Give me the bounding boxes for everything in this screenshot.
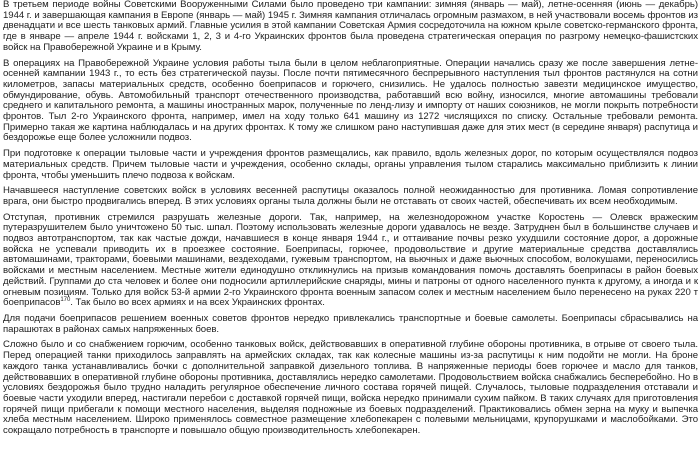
- paragraph-4-text: Начавшееся наступление советских войск в условиях весенней распутицы оказалось полной неожиданностью для противника. Ломая сопротивление врага, они быстро продвигались вперед. В этих условиях органы тыла должны были не отставать от своих частей, обеспечивать их всем необходимым.: [3, 185, 698, 207]
- paragraph-1-text: В третьем периоде войны Советскими Вооруженными Силами было проведено три кампании: зимняя (январь — май), летне-осенняя (июнь — декабрь) 1944 г. и завершающая кампания в Европе (январь — май) 1945 г. Зимняя кампания отличалась огромным размахом, в ней участвовали восемь фронтов из двенадцати и все шесть танковых армий. Главные усилия в этой кампании Советская Армия сосредоточила на южном крыле советско-германского фронта, где в январе — апреле 1944 г. войсками 1, 2, 3 и 4-го Украинских фронтов была проведена стратегическая операция по разгрому немецко-фашистских войск на Правобережной Украине и в Крыму.: [3, 0, 698, 53]
- paragraph-6-text: Для подачи боеприпасов решением военных советов фронтов нередко привлекались транспортные и боевые самолеты. Боеприпасы сбрасывались на парашютах в районах самых напряженных боев.: [3, 312, 698, 335]
- paragraph-5-tail: . Так было во всех армиях и на всех Украинских фронтах.: [70, 297, 325, 309]
- paragraph-2-text: В операциях на Правобережной Украине условия работы тыла были в целом неблагоприятные. Операции начались сразу же после завершения летне-осенней кампании 1943 г., то есть без стратегической паузы. После почти пятимесячного беспрерывного наступления тыл фронтов растянулся на сотни километров, запасы материальных средств, особенно боеприпасов и горючего, снизились. Не удалось полностью завезти медицинское имущество, обмундирование, обувь. Автомобильный транспорт отечественного производства, работавший всю войну, износился, многие автомашины требовали среднего и капитального ремонта, а машины иностранных марок, полученные по ленд-лизу и импорту от наших союзников, не могли покрыть потребности фронтов. Тыл 2-го Украинского фронта, например, имел на ходу только 641 машину из 1272 числящихся по списку. Остальные требовали ремонта. Примерно такая же картина наблюдалась и на других фронтах. К тому же слишком рано наступившая даже для этих мест (в середине января) распутица и бездорожье еще более усложнили подвоз.: [3, 57, 698, 144]
- paragraph-3-text: При подготовке к операции тыловые части и учреждения фронтов размещались, как правило, вдоль железных дорог, по которым осуществлялся подвоз материальных средств. Причем тыловые части и учреждения, особенно склады, органы управления тылом старались максимально приблизить к линии фронта, чтобы уменьшить плечо подвоза к войскам.: [3, 148, 698, 181]
- paragraph-4: [3, 186, 698, 207]
- paragraph-1: [3, 0, 698, 54]
- paragraph-5: [3, 213, 698, 309]
- footnote-ref-170[interactable]: 170: [60, 297, 71, 304]
- paragraph-7-text: Сложно было и со снабжением горючим, особенно танковых войск, действовавших в оперативной глубине обороны противника, в отрыве от своего тыла. Перед операцией танки приходилось заправлять на армейских складах, так как колесные машины из-за распутицы к ним подойти не могли. На броне каждого танка устанавливались бочки с дополнительной заправкой дизельного топлива. В напряженные периоды боев горючее и масло для танков, действовавших в оперативной глубине обороны противника, доставлялись нередко самолетами. Продовольствием войска снабжались бесперебойно. Но в условиях бездорожья было трудно наладить регулярное обеспечение личного состава горячей пищей. Случалось, тыловые подразделения отставали и боевые части уходили вперед, настигали перебои с доставкой горячей пищи, войска нередко принимали сухим пайком. В таких случаях для приготовления горячей пищи прибегали к помощи местного населения, выделяя подножные из боевых подразделений. Практиковались обмен зерна на муку и выпечка хлеба местным населением. Широко применялось совместное размещение хлебопекарен с полевыми мельницами, крупорушками и маслобойками. Это сокращало потребность в транспорте и повышало общую производительность хлебопекарен.: [3, 339, 698, 437]
- paragraph-7: [3, 340, 698, 436]
- paragraph-5-text: Отступая, противник стремился разрушать железные дороги. Так, например, на железнодорожном участке Коростень — Олевск вражеским путеразрушителем было уничтожено 50 тыс. шпал. Поэтому использовать железные дороги удавалось не везде. Затруднен был в большинстве случаев и подвоз автотранспортом, так как частые дожди, начавшиеся в конце января 1944 г., и оттаивание почвы резко ухудшили состояние дорог, а дорожные войска не успевали приводить их в проезжее состояние. Боеприпасы, горючее, продовольствие и другие материальные средства доставлялись автомашинами, тракторами, боевыми машинами, вездеходами, гужевым транспортом, на вьючных и даже вьючных способом, волокушами, переносились войсками и местным населением. Местные жители единодушно откликнулись на призыв командования помочь доставлять боеприпасы в район боевых действий. Группами до ста человек и более они подносили артиллерийские снаряды, мины и патроны от одного населенного пункта к другому, а иногда и к огневым позициям. Только для войск 53-й армии 2-го Украинского фронта военным запасом солек и местным населением было перенесено на руках 220 т боеприпасов: [3, 211, 698, 309]
- paragraph-2: [3, 59, 698, 145]
- paragraph-3: [3, 149, 698, 181]
- paragraph-6: [3, 314, 698, 335]
